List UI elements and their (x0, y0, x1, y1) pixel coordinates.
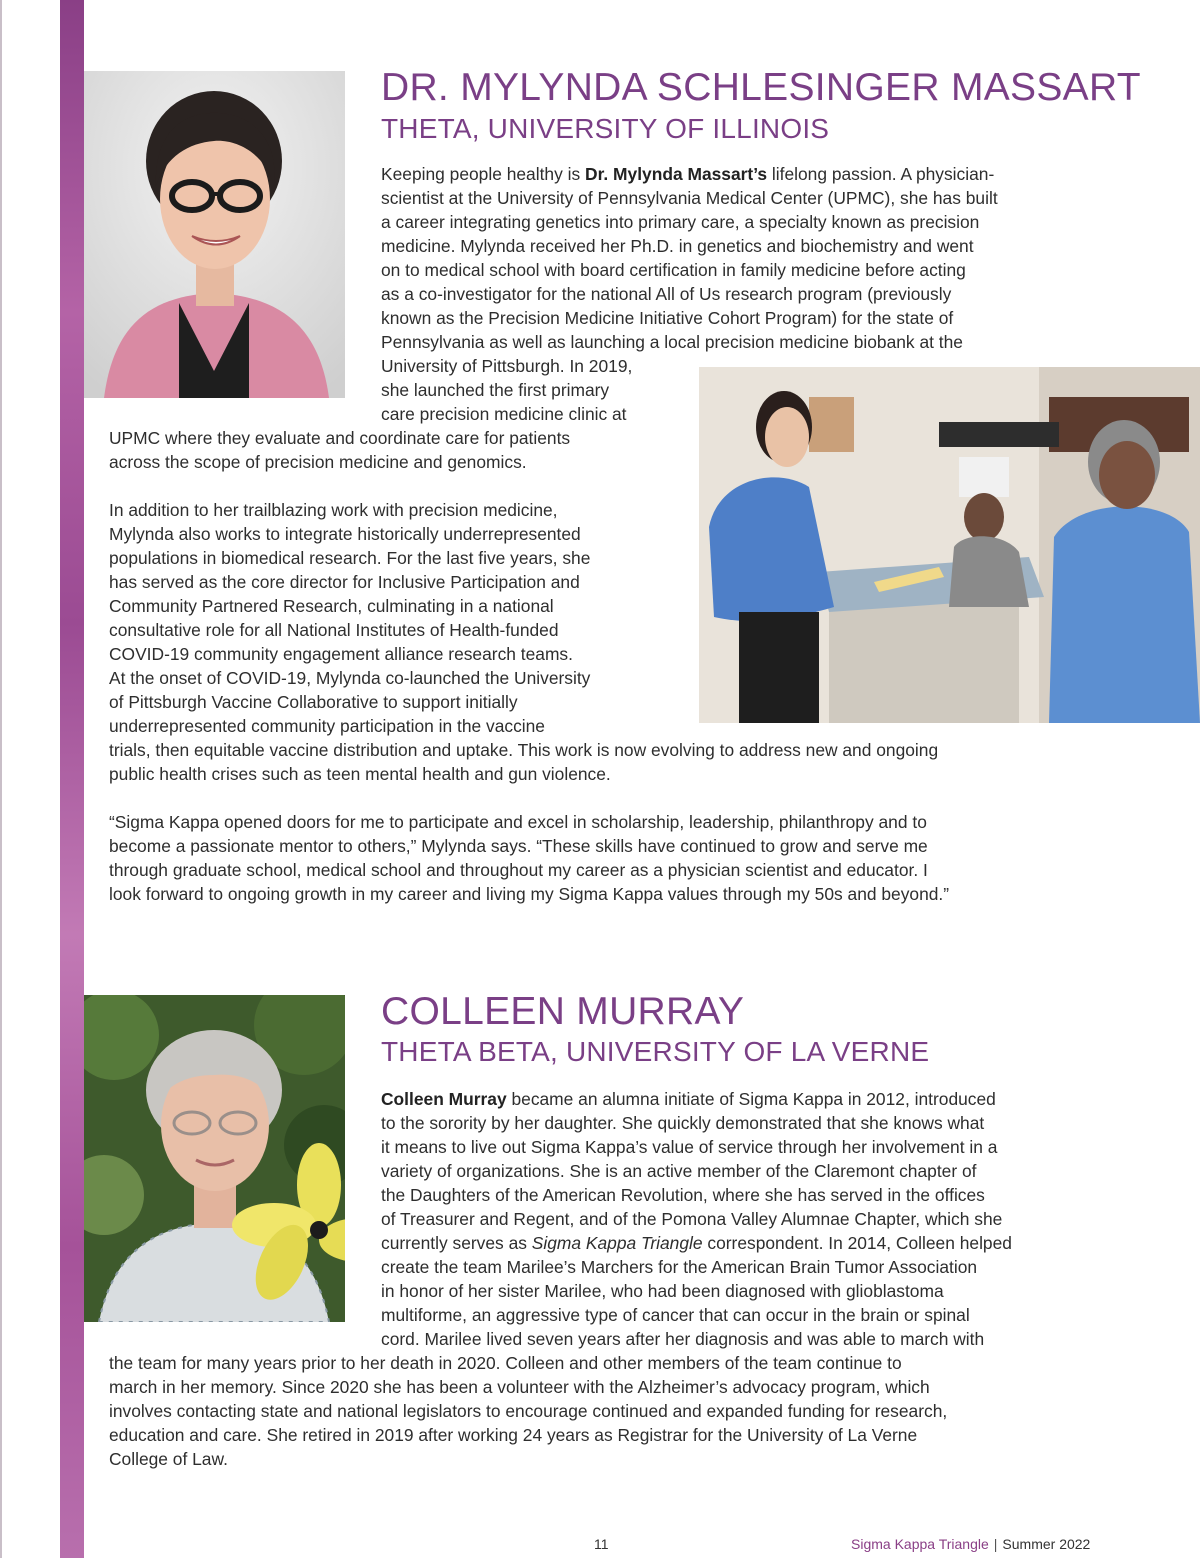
body-line (109, 762, 611, 786)
line-text: of Pittsburgh Vaccine Collaborative to support initially (109, 692, 518, 712)
body-line (109, 450, 527, 474)
line-text: a career integrating genetics into primary care, a specialty known as precision (381, 212, 980, 232)
body-line (109, 834, 928, 858)
line-text: medicine. Mylynda received her Ph.D. in genetics and biochemistry and went (381, 236, 974, 256)
line-text: in honor of her sister Marilee, who had been diagnosed with glioblastoma (381, 1281, 944, 1301)
line-text: trials, then equitable vaccine distribution and uptake. This work is now evolving to address new and ongoing (109, 740, 939, 760)
bold-name: Dr. Mylynda Massart’s (585, 164, 768, 184)
profile-1-name: DR. MYLYNDA SCHLESINGER MASSART (381, 66, 1141, 109)
body-line (109, 570, 580, 594)
profile-2-name: COLLEEN MURRAY (381, 990, 745, 1033)
body-line (109, 1399, 947, 1423)
page-edge-line (0, 0, 2, 1558)
footer-separator: | (993, 1536, 998, 1552)
line-text: became an alumna initiate of Sigma Kappa in 2012, introduced (506, 1089, 996, 1109)
portrait-mylynda-massart (84, 71, 345, 398)
body-line (381, 402, 627, 426)
body-line (381, 1279, 944, 1303)
issue-date: Summer 2022 (1002, 1536, 1091, 1552)
body-line (381, 354, 632, 378)
profile-2-chapter: THETA BETA, UNIVERSITY OF LA VERNE (381, 1036, 930, 1067)
line-text: College of Law. (109, 1449, 228, 1469)
line-text: variety of organizations. She is an active member of the Claremont chapter of (381, 1161, 977, 1181)
line-text: COVID-19 community engagement alliance research teams. (109, 644, 573, 664)
magazine-name: Sigma Kappa Triangle (851, 1536, 989, 1552)
line-text: Keeping people healthy is (381, 164, 586, 184)
line-text: the Daughters of the American Revolution, where she has served in the offices (381, 1185, 985, 1205)
portrait-colleen-murray (84, 995, 345, 1322)
body-line (109, 666, 590, 690)
profile-1-chapter: THETA, UNIVERSITY OF ILLINOIS (381, 113, 830, 144)
line-text: populations in biomedical research. For the last five years, she (109, 548, 591, 568)
body-line (381, 1255, 977, 1279)
line-text: has served as the core director for Inclusive Participation and (109, 572, 580, 592)
line-text: across the scope of precision medicine and genomics. (109, 452, 527, 472)
body-line (381, 1183, 985, 1207)
body-line (381, 1135, 997, 1159)
line-text: education and care. She retired in 2019 after working 24 years as Registrar for the University of La Verne (109, 1425, 918, 1445)
line-text: At the onset of COVID-19, Mylynda co-launched the University (109, 668, 591, 688)
italic-title: Sigma Kappa Triangle (531, 1233, 703, 1253)
line-text: become a passionate mentor to others,” Mylynda says. “These skills have continued to grow and serve me (109, 836, 928, 856)
body-line (109, 690, 518, 714)
body-line (381, 162, 994, 186)
body-line (381, 186, 998, 210)
line-text: march in her memory. Since 2020 she has been a volunteer with the Alzheimer’s advocacy program, which (109, 1377, 930, 1397)
line-text: UPMC where they evaluate and coordinate care for patients (109, 428, 571, 448)
body-line (381, 378, 609, 402)
body-line (381, 1111, 984, 1135)
line-text: known as the Precision Medicine Initiative Cohort Program) for the state of (381, 308, 954, 328)
line-text: on to medical school with board certification in family medicine before acting (381, 260, 966, 280)
line-text: care precision medicine clinic at (381, 404, 627, 424)
line-text: create the team Marilee’s Marchers for the American Brain Tumor Association (381, 1257, 978, 1277)
line-text: Community Partnered Research, culminating in a national (109, 596, 554, 616)
line-text: consultative role for all National Institutes of Health-funded (109, 620, 559, 640)
line-text: involves contacting state and national legislators to encourage continued and expanded funding for research, (109, 1401, 948, 1421)
line-text: multiforme, an aggressive type of cancer that can occur in the brain or spinal (381, 1305, 970, 1325)
line-text: “Sigma Kappa opened doors for me to participate and excel in scholarship, leadership, philanthropy and to (109, 812, 927, 832)
line-text: look forward to ongoing growth in my career and living my Sigma Kappa values through my 50s and beyond.” (109, 884, 950, 904)
line-text: scientist at the University of Pennsylvania Medical Center (UPMC), she has built (381, 188, 998, 208)
line-text: Pennsylvania as well as launching a local precision medicine biobank at the (381, 332, 963, 352)
line-text: currently serves as (381, 1233, 532, 1253)
line-text: cord. Marilee lived seven years after her diagnosis and was able to march with (381, 1329, 985, 1349)
body-line (381, 1207, 1002, 1231)
body-line (109, 714, 545, 738)
line-text: public health crises such as teen mental health and gun violence. (109, 764, 611, 784)
line-text: it means to live out Sigma Kappa’s value of service through her involvement in a (381, 1137, 998, 1157)
body-line (381, 1327, 984, 1351)
line-text: through graduate school, medical school and throughout my career as a physician scientist and educator. I (109, 860, 928, 880)
body-line (109, 1351, 902, 1375)
body-line (381, 1303, 970, 1327)
body-line (109, 618, 559, 642)
body-line (109, 522, 581, 546)
line-text: of Treasurer and Regent, and of the Pomona Valley Alumnae Chapter, which she (381, 1209, 1003, 1229)
bold-name: Colleen Murray (381, 1089, 507, 1109)
clinic-photo (699, 367, 1200, 723)
body-line (381, 1159, 976, 1183)
line-text: lifelong passion. A physician- (767, 164, 995, 184)
decorative-purple-stripe (60, 0, 84, 1558)
body-line (109, 546, 590, 570)
body-line (109, 642, 573, 666)
page-number: 11 (594, 1536, 609, 1552)
body-line (381, 1231, 1012, 1255)
line-text: University of Pittsburgh. In 2019, (381, 356, 633, 376)
body-line (109, 1423, 917, 1447)
body-line (109, 738, 938, 762)
line-text: Mylynda also works to integrate historically underrepresented (109, 524, 581, 544)
line-text: the team for many years prior to her death in 2020. Colleen and other members of the team continue to (109, 1353, 902, 1373)
body-line (381, 258, 966, 282)
body-line (109, 1375, 930, 1399)
body-line (381, 1087, 996, 1111)
body-line (109, 1447, 228, 1471)
line-text: as a co-investigator for the national All of Us research program (previously (381, 284, 952, 304)
body-line (109, 594, 554, 618)
body-line (381, 306, 953, 330)
publication-info (851, 1535, 1090, 1553)
line-text: correspondent. In 2014, Colleen helped (702, 1233, 1012, 1253)
body-line (109, 858, 928, 882)
line-text: to the sorority by her daughter. She quickly demonstrated that she knows what (381, 1113, 985, 1133)
body-line (109, 810, 927, 834)
body-line (109, 498, 558, 522)
line-text: underrepresented community participation in the vaccine (109, 716, 545, 736)
body-line (381, 210, 979, 234)
line-text: she launched the first primary (381, 380, 610, 400)
body-line (381, 282, 951, 306)
body-line (109, 426, 570, 450)
line-text: In addition to her trailblazing work with precision medicine, (109, 500, 558, 520)
body-line (381, 234, 974, 258)
body-line (109, 882, 949, 906)
body-line (381, 330, 963, 354)
